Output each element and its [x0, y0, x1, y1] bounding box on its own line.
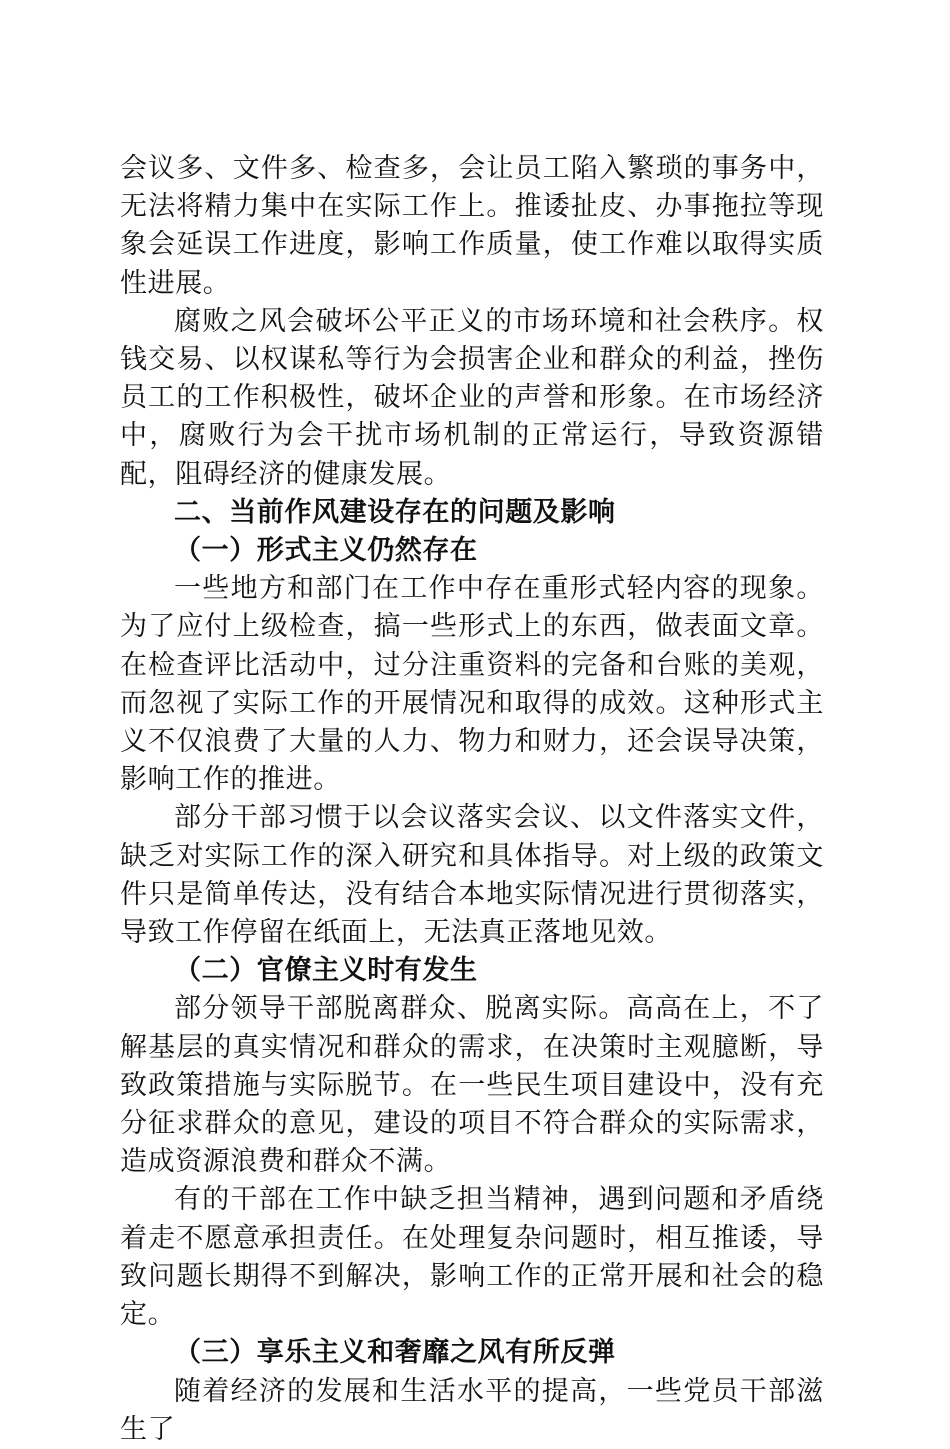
- subheading-hedonism: （三）享乐主义和奢靡之风有所反弹: [174, 1337, 616, 1369]
- paragraph-corruption-impact: 腐败之风会破坏公平正义的市场环境和社会秩序。权钱交易、以权谋私等行为会损害企业和群众的利益，挫伤员工的工作积极性，破坏企业的声誉和形象。在市场经济中，腐败行为会干扰市场机制的正常运行，导致资源错配，阻碍经济的健康发展。: [120, 305, 824, 490]
- document-page: [120, 150, 824, 1449]
- section-heading-current-problems: 二、当前作风建设存在的问题及影响: [174, 496, 616, 528]
- paragraph-bureaucratism-1: 部分领导干部脱离群众、脱离实际。高高在上，不了解基层的真实情况和群众的需求，在决策时主观臆断，导致政策措施与实际脱节。在一些民生项目建设中，没有充分征求群众的意见，建设的项目不符合群众的实际需求，造成资源浪费和群众不满。: [120, 993, 824, 1178]
- subheading-formalism: （一）形式主义仍然存在: [174, 535, 478, 567]
- paragraph-meeting-burden: 会议多、文件多、检查多，会让员工陷入繁琐的事务中，无法将精力集中在实际工作上。推诿扯皮、办事拖拉等现象会延误工作进度，影响工作质量，使工作难以取得实质性进展。: [120, 153, 824, 299]
- paragraph-formalism-2: 部分干部习惯于以会议落实会议、以文件落实文件，缺乏对实际工作的深入研究和具体指导。对上级的政策文件只是简单传达，没有结合本地实际情况进行贯彻落实，导致工作停留在纸面上，无法真正落地见效。: [120, 802, 824, 949]
- subheading-bureaucratism: （二）官僚主义时有发生: [174, 955, 478, 987]
- paragraph-hedonism-1: 随着经济的发展和生活水平的提高，一些党员干部滋生了: [120, 1375, 824, 1445]
- paragraph-bureaucratism-2: 有的干部在工作中缺乏担当精神，遇到问题和矛盾绕着走不愿意承担责任。在处理复杂问题时，相互推诿，导致问题长期得不到解决，影响工作的正常开展和社会的稳定。: [120, 1184, 824, 1331]
- paragraph-formalism-1: 一些地方和部门在工作中存在重形式轻内容的现象。为了应付上级检查，搞一些形式上的东西，做表面文章。在检查评比活动中，过分注重资料的完备和台账的美观，而忽视了实际工作的开展情况和取得的成效。这种形式主义不仅浪费了大量的人力、物力和财力，还会误导决策，影响工作的推进。: [120, 573, 824, 796]
